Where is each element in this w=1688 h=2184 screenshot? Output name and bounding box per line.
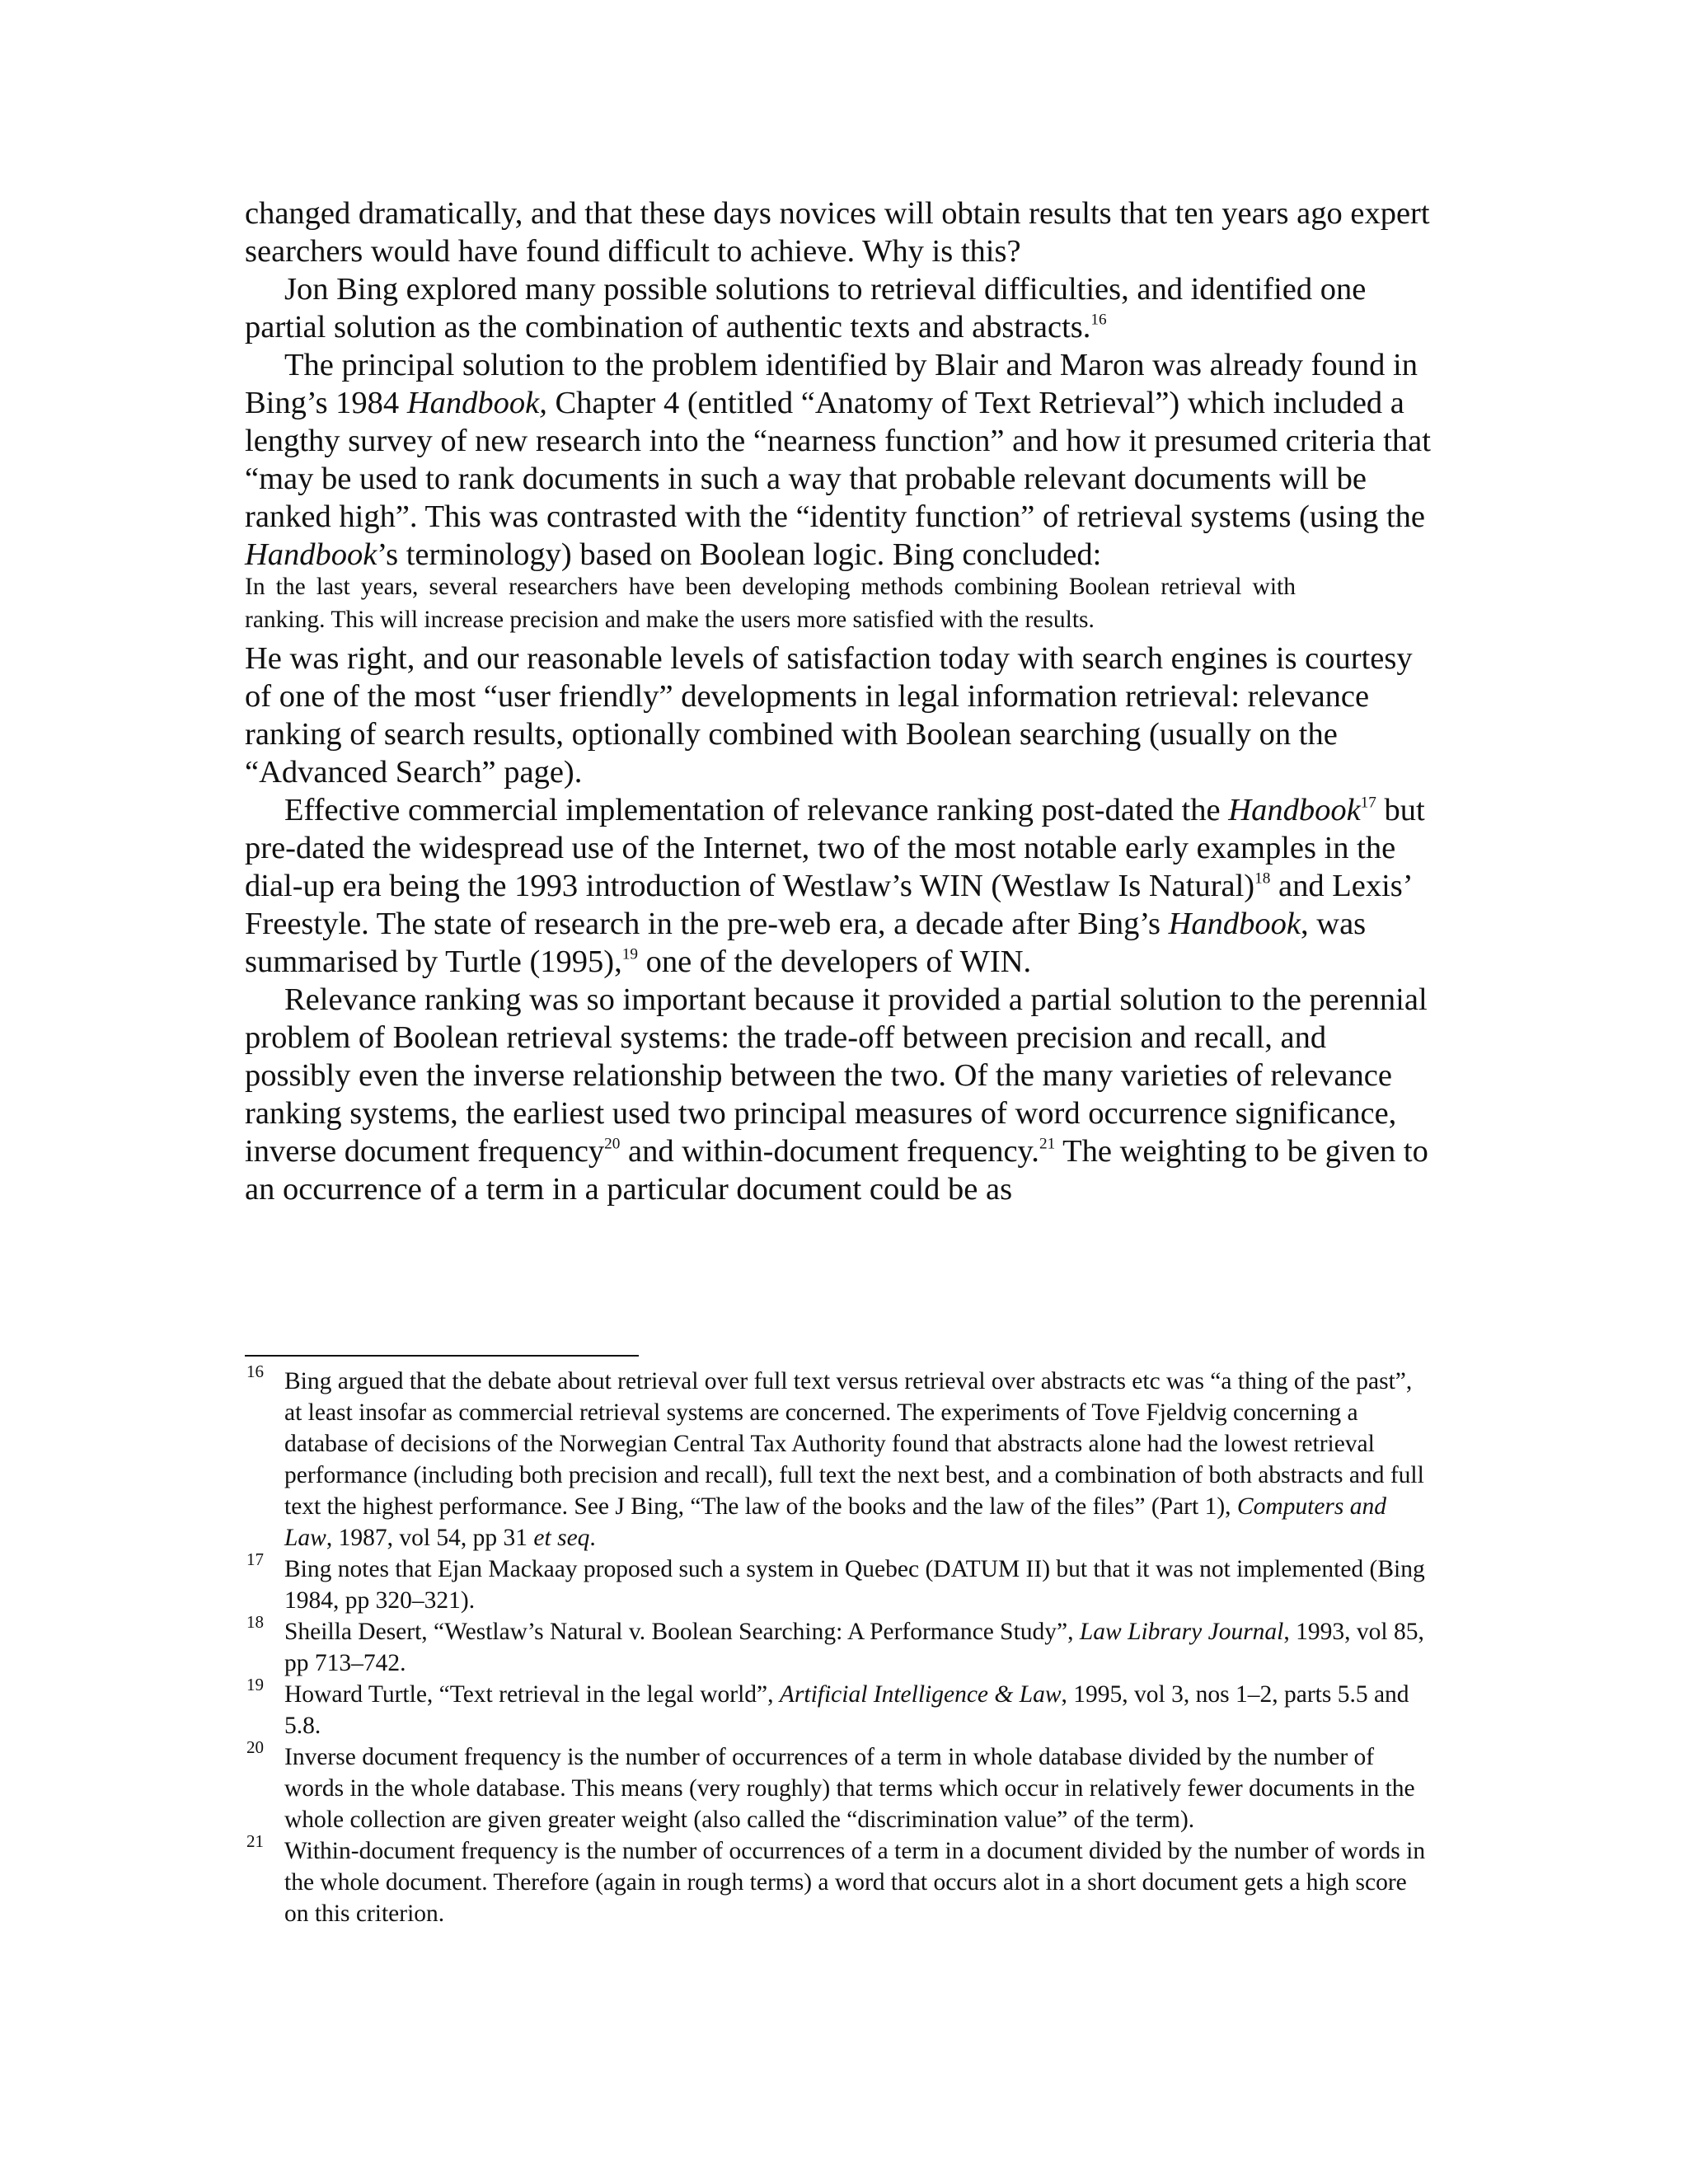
- footnote-number: 21: [246, 1831, 264, 1851]
- footnote-text: Within-document frequency is the number of occurrences of a term in a document divided by the number of words in the whole document. Therefore (again in rough terms) a word that occurs alot in a short document gets a high score on this criterion.: [284, 1838, 1426, 1927]
- footnote-18: [245, 1612, 1432, 1679]
- footnote-ref-17[interactable]: 17: [1360, 794, 1376, 812]
- footnote-18-text-b: , 1993, vol 85, pp 713–742.: [284, 1619, 1424, 1676]
- paragraph-3-text-a: The principal solution to the problem identified by Blair and Maron was already found in Bing’s 1984: [245, 348, 1418, 420]
- footnote-16-text-b: , 1987, vol 54, pp 31: [326, 1525, 534, 1551]
- footnote-16: [245, 1361, 1432, 1554]
- footnote-18-text-a: Sheilla Desert, “Westlaw’s Natural v. Boolean Searching: A Performance Study”,: [284, 1619, 1080, 1645]
- paragraph-1: [245, 194, 1432, 270]
- paragraph-4: [245, 640, 1432, 791]
- paragraph-1-text: changed dramatically, and that these days novices will obtain results that ten years ago expert searchers would have found difficult to achieve. Why is this?: [245, 196, 1430, 269]
- footnote-ref-16[interactable]: 16: [1090, 311, 1107, 329]
- footnote-17: [245, 1549, 1432, 1616]
- footnote-text: [284, 1366, 1432, 1554]
- footnote-ref-18[interactable]: 18: [1254, 869, 1271, 888]
- paragraph-5-text-a: Effective commercial implementation of relevance ranking post-dated the: [284, 793, 1229, 827]
- handbook-title: Handbook: [1168, 907, 1301, 941]
- footnote-19-text-a: Howard Turtle, “Text retrieval in the legal world”,: [284, 1681, 780, 1708]
- paragraph-6-text-b: and within-document frequency.: [620, 1134, 1039, 1169]
- journal-title: Computers and Law: [284, 1493, 1386, 1551]
- footnote-text: [284, 1616, 1432, 1679]
- footnotes: [245, 1361, 1432, 1929]
- footnote-19-text-b: , 1995, vol 3, nos 1–2, parts 5.5 and 5.8.: [284, 1681, 1409, 1739]
- paragraph-4-text: He was right, and our reasonable levels of satisfaction today with search engines is courtesy of one of the most “user friendly” developments in legal information retrieval: relevance ranking of search results, optionally combined with Boolean searching (usually on the “Advanced Search” page).: [245, 641, 1413, 790]
- paragraph-5: [245, 791, 1432, 981]
- paragraph-5-text-d: , was summarised by Turtle (1995),: [245, 907, 1367, 979]
- footnote-16-text-a: Bing argued that the debate about retrieval over full text versus retrieval over abstracts etc was “a thing of the past”, at least insofar as commercial retrieval systems are concerned. The experiments of Tove Fjeldvig concerning a database of decisions of the Norwegian Central Tax Authority found that abstracts alone had the lowest retrieval performance (including both precision and recall), full text the next best, and a combination of both abstracts and full text the highest performance. See J Bing, “The law of the books and the law of the files” (Part 1),: [284, 1368, 1424, 1520]
- footnote-number: 17: [246, 1549, 264, 1569]
- handbook-title: Handbook: [1228, 793, 1361, 827]
- footnote-text: Bing notes that Ejan Mackaay proposed such a system in Quebec (DATUM II) but that it was not implemented (Bing 1984, pp 320–321).: [284, 1556, 1425, 1614]
- footnote-21: [245, 1831, 1432, 1929]
- body-text: [245, 194, 1432, 1208]
- paragraph-3-text-b: Chapter 4 (entitled “Anatomy of Text Retrieval”) which included a lengthy survey of new research into the “nearness function” and how it presumed criteria that “may be used to rank documents in such a way that probable relevant documents will be ranked high”. This was contrasted with the “identity function” of retrieval systems (using the: [245, 386, 1431, 534]
- footnote-number: 19: [246, 1675, 264, 1694]
- footnote-16-text-c: .: [589, 1525, 596, 1551]
- footnote-separator: [245, 1355, 639, 1357]
- block-quote: [245, 570, 1296, 636]
- et-seq: et seq: [533, 1525, 590, 1551]
- footnote-ref-21[interactable]: 21: [1039, 1135, 1056, 1153]
- footnote-text: Inverse document frequency is the number of occurrences of a term in whole database divided by the number of words in the whole database. This means (very roughly) that terms which occur in relatively fewer documents in the whole collection are given greater weight (also called the “discrimination value” of the term).: [284, 1744, 1415, 1833]
- paragraph-5-text-b: but pre-dated the widespread use of the Internet, two of the most notable early examples in the dial-up era being the 1993 introduction of Westlaw’s WIN (Westlaw Is Natural): [245, 793, 1425, 903]
- paragraph-3: [245, 346, 1432, 574]
- paragraph-3-text-c: ’s terminology) based on Boolean logic. Bing concluded:: [377, 537, 1102, 572]
- footnote-text: [284, 1679, 1432, 1741]
- paragraph-6-text-a: Relevance ranking was so important because it provided a partial solution to the perennial problem of Boolean retrieval systems: the trade-off between precision and recall, and possibly even the inverse relationship between the two. Of the many varieties of relevance ranking systems, the earliest used two principal measures of word occurrence significance, inverse document frequency: [245, 982, 1428, 1169]
- footnote-number: 20: [246, 1737, 264, 1757]
- handbook-title: Handbook,: [406, 386, 547, 420]
- paragraph-2-text: Jon Bing explored many possible solutions to retrieval difficulties, and identified one partial solution as the combination of authentic texts and abstracts.: [245, 272, 1367, 344]
- footnote-ref-19[interactable]: 19: [621, 945, 638, 963]
- paragraph-2: [245, 270, 1432, 346]
- footnote-ref-20[interactable]: 20: [604, 1135, 621, 1153]
- footnote-number: 18: [246, 1612, 264, 1632]
- journal-title: Artificial Intelligence & Law: [779, 1681, 1062, 1708]
- paragraph-5-text-c: and Lexis’ Freestyle. The state of research in the pre-web era, a decade after Bing’s: [245, 869, 1411, 941]
- footnote-number: 16: [246, 1361, 264, 1381]
- paragraph-5-text-e: one of the developers of WIN.: [637, 944, 1032, 979]
- footnote-19: [245, 1675, 1432, 1741]
- paragraph-6-text-c: The weighting to be given to an occurrence of a term in a particular document could be as: [245, 1134, 1428, 1207]
- footnote-20: [245, 1737, 1432, 1835]
- journal-title: Law Library Journal: [1079, 1619, 1284, 1645]
- handbook-title: Handbook: [245, 537, 377, 572]
- block-quote-text: In the last years, several researchers have been developing methods combining Boolean retrieval with ranking. This will increase precision and make the users more satisfied with the results.: [245, 574, 1296, 633]
- paragraph-6: [245, 981, 1432, 1208]
